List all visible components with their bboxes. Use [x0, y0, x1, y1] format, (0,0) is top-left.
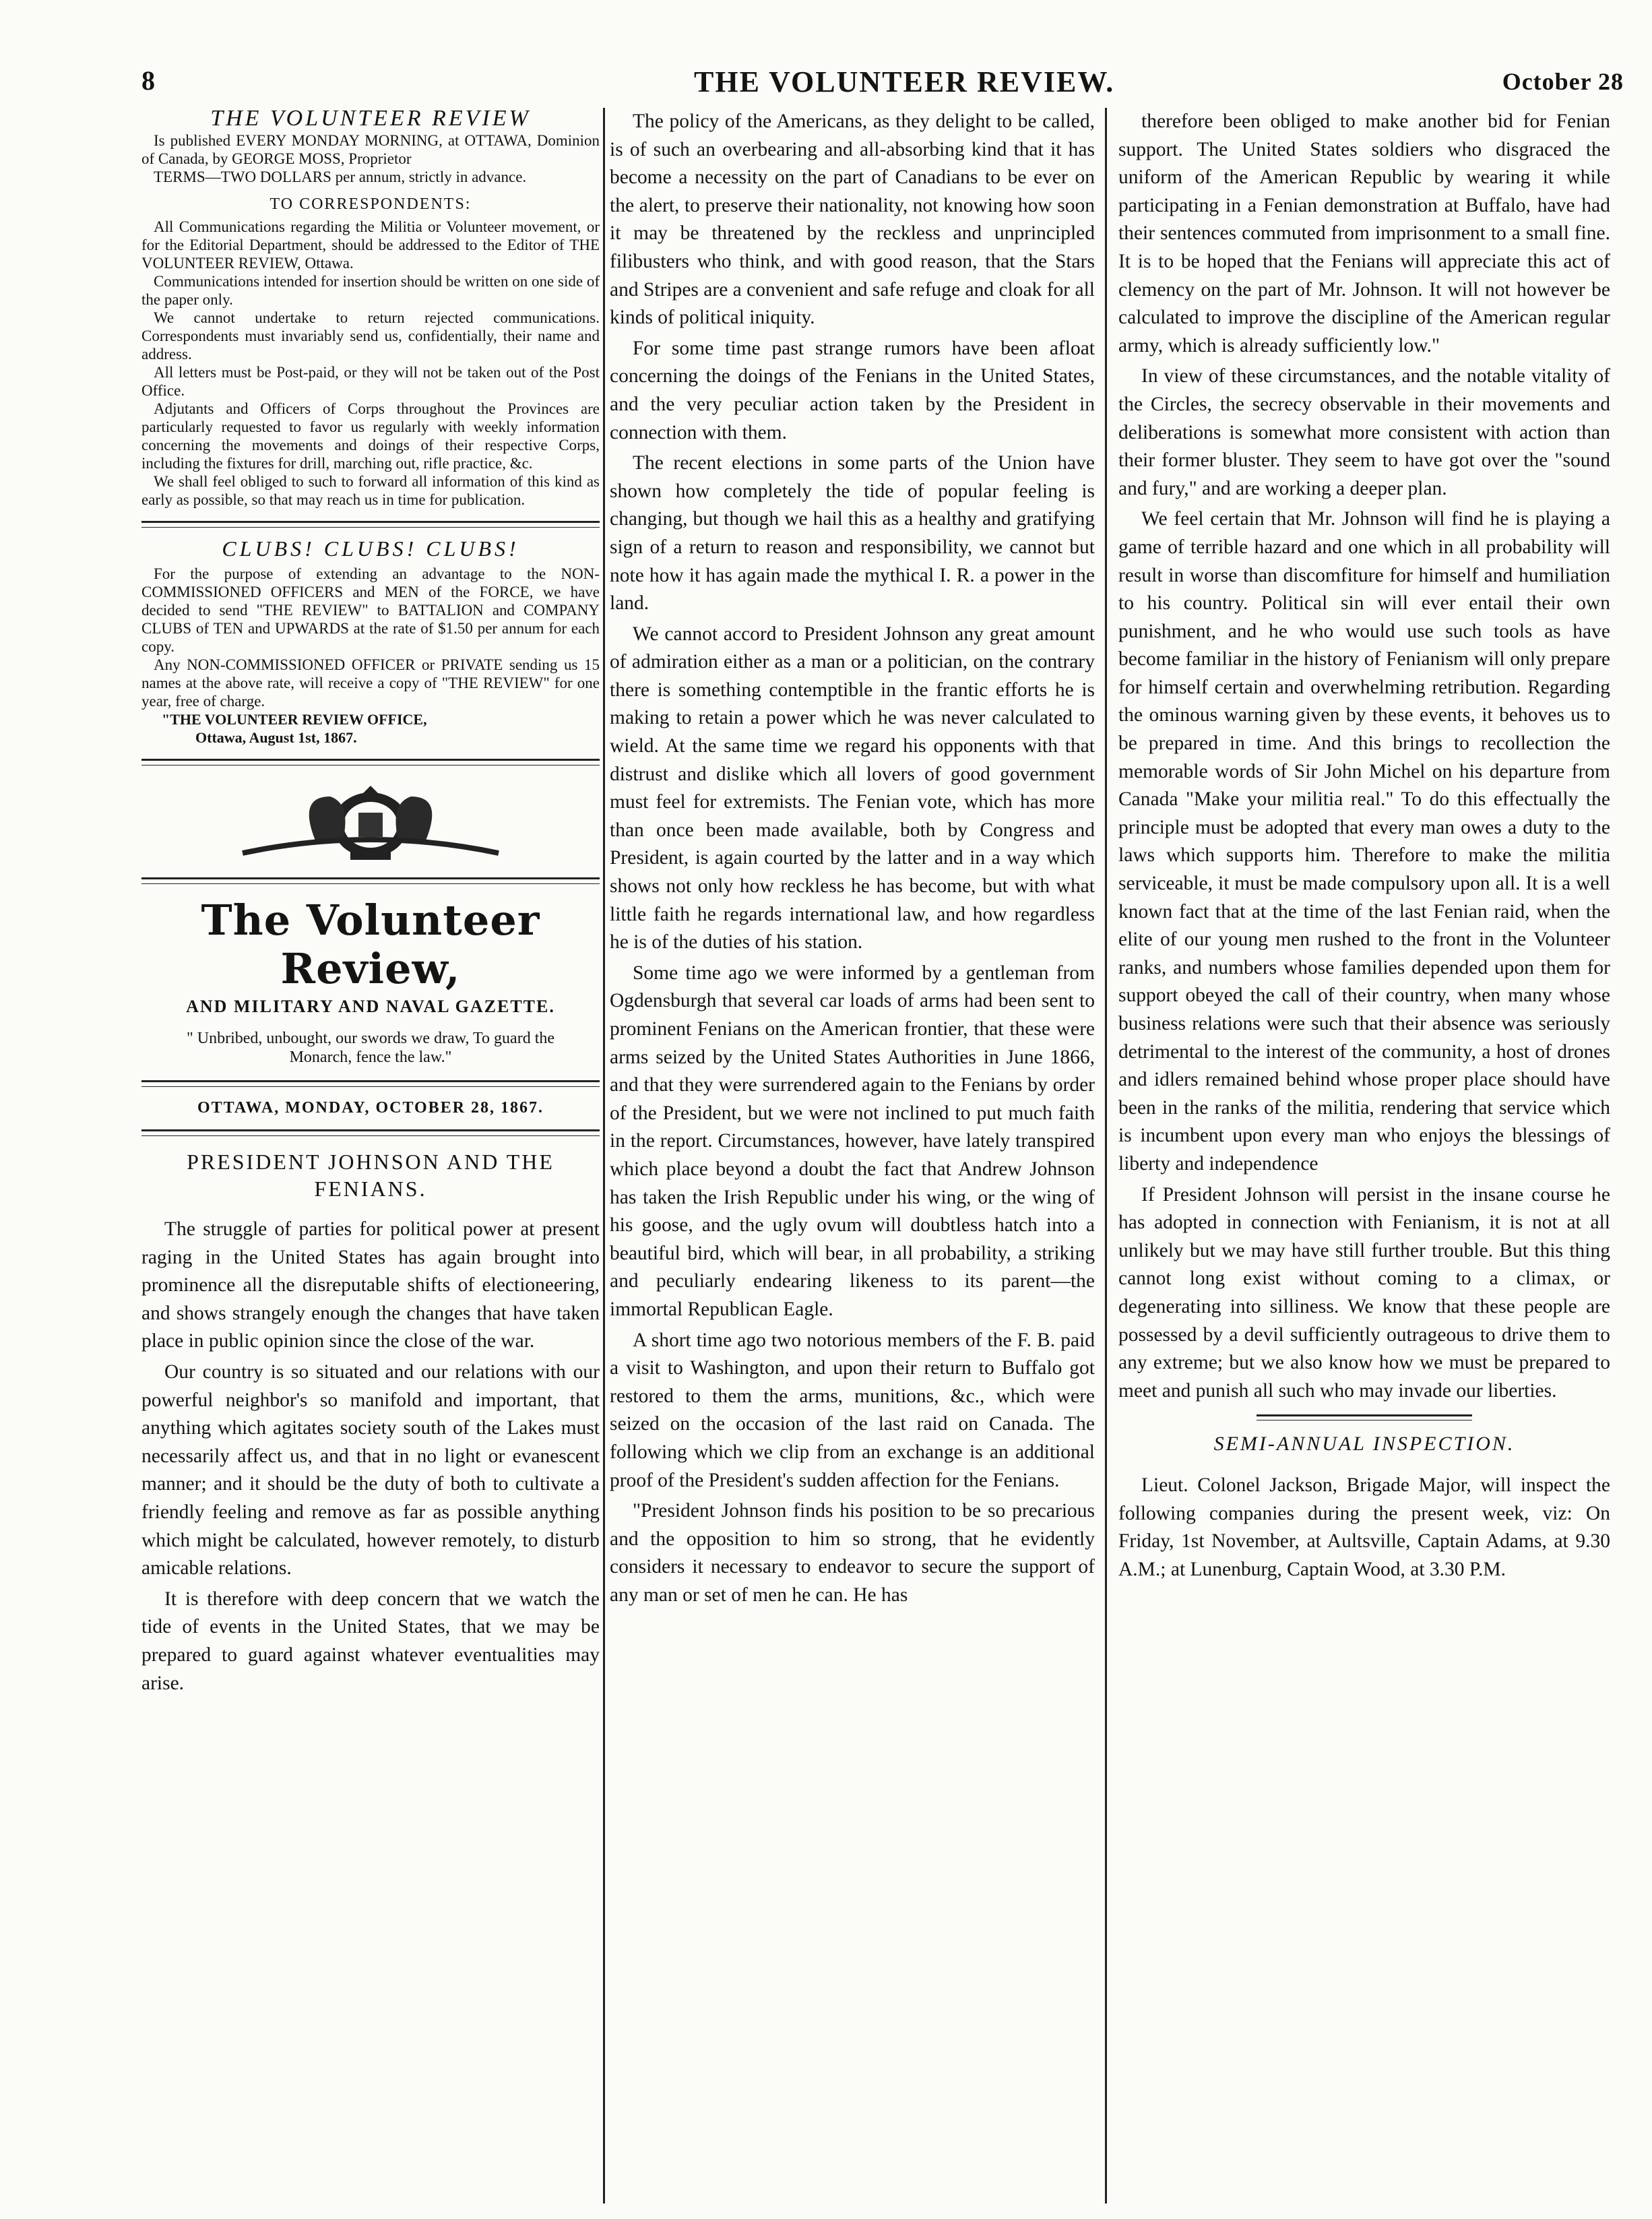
paragraph: For the purpose of extending an advantage to the NON-COMMISSIONED OFFICERS and MEN of the FORCE, we have decided to send "THE REVIEW" to BATTALION and COMPANY CLUBS of TEN and UPWARDS at the rate of $1.50 per annum for each copy.	[141, 565, 600, 655]
divider	[141, 1129, 600, 1136]
nameplate-title: The Volunteer Review,	[201, 896, 540, 993]
paragraph: Any NON-COMMISSIONED OFFICER or PRIVATE sending us 15 names at the above rate, will receive a copy of "THE REVIEW" for one year, free of charge.	[141, 656, 600, 710]
divider	[141, 759, 600, 765]
paragraph: All Communications regarding the Militia or Volunteer movement, or for the Editorial Department, should be addressed to the Editor of THE VOLUNTEER REVIEW, Ottawa.	[141, 218, 600, 272]
masthead-title: THE VOLUNTEER REVIEW	[210, 106, 531, 131]
paragraph: All letters must be Post-paid, or they will not be taken out of the Post Office.	[141, 364, 600, 399]
column-3	[1118, 108, 1610, 1586]
correspondents-heading: TO CORRESPONDENTS:	[269, 195, 472, 213]
paragraph: The policy of the Americans, as they delight to be called, is of such an overbearing and all-absorbing kind that it has become a necessity on the part of Canadians to be ever on the alert, to preserve their nationality, not knowing how soon it may be threatened by the reckless and unprincipled filibusters who think, and with good reason, that the Stars and Stripes are a convenient and safe refuge and cloak for all kinds of political iniquity.	[610, 111, 1095, 329]
dateline: OTTAWA, MONDAY, OCTOBER 28, 1867.	[197, 1099, 544, 1117]
article-body-col3	[1118, 108, 1610, 1405]
paragraph: "President Johnson finds his position to be so precarious and the opposition to him so strong, that he evidently considers it necessary to endeavor to secure the support of any man or set of men he can. He has	[610, 1500, 1095, 1606]
paragraph: The struggle of parties for political power at present raging in the United States has again brought into prominence all the disreputable shifts of electioneering, and shows strangely enough the changes that have taken place in public opinion since the close of the war.	[141, 1218, 600, 1352]
divider	[141, 1080, 600, 1087]
article-body-col2	[610, 108, 1095, 1612]
column-1	[141, 108, 600, 1700]
paragraph: If President Johnson will persist in the insane course he has adopted in connection with Fenianism, it is not at all unlikely but we may have still further trouble. But this thing cannot long exist without coming to a climax, or degenerating into silliness. We know that these people are possessed by a devil sufficiently outrageous to drive them to any extreme; but we also know how we must be prepared to meet and punish all such who may invade our liberties.	[1118, 1183, 1610, 1402]
paragraph: For some time past strange rumors have been afloat concerning the doings of the Fenians in the United States, and the very peculiar action taken by the President in connection with them.	[610, 337, 1095, 443]
divider	[1257, 1414, 1472, 1420]
divider	[141, 877, 600, 884]
motto: " Unbribed, unbought, our swords we draw, To guard the Monarch, fence the law."	[186, 1030, 555, 1066]
paragraph: Adjutants and Officers of Corps throughout the Provinces are particularly requested to favor us regularly with weekly information concerning the movements and doings of their respective Corps, including the fixtures for drill, marching out, rifle practice, &c.	[141, 400, 600, 472]
paragraph: Communications intended for insertion should be written on one side of the paper only.	[141, 273, 600, 308]
paragraph: A short time ago two notorious members of the F. B. paid a visit to Washington, and upon their return to Buffalo got restored to them the arms, munitions, &c., which were seized on the occasion of the last raid on Canada. The following which we clip from an exchange is an additional proof of the President's sudden affection for the Fenians.	[610, 1329, 1095, 1491]
page-header	[141, 65, 1624, 105]
article-headline: PRESIDENT JOHNSON AND THE FENIANS.	[187, 1150, 554, 1201]
article-body-col1	[141, 1216, 600, 1697]
paragraph: therefore been obliged to make another bid for Fenian support. The United States soldiers who disgraced the uniform of the American Republic by wearing it while participating in a Fenian demonstration at Buffalo, have had their sentences commuted from imprisonment to a small fine. It is to be hoped that the Fenians will appreciate this act of clemency on the part of Mr. Johnson. It will not however be calculated to improve the discipline of the American regular army, which is already sufficiently low."	[1118, 111, 1610, 356]
paragraph: We shall feel obliged to such to forward all information of this kind as early as possible, so that may reach us in time for publication.	[141, 473, 600, 508]
clubs-notice	[141, 565, 600, 710]
paragraph: We cannot undertake to return rejected communications. Correspondents must invariably send us, confidentially, their name and address.	[141, 309, 600, 363]
paragraph: Our country is so situated and our relations with our powerful neighbor's so manifold and important, that anything which agitates society south of the Lakes must necessarily affect us, and that in no light or evanescent manner; and it should be the duty of both to cultivate a friendly feeling and remove as far as possible anything which might be calculated, however remotely, to disturb amicable relations.	[141, 1361, 600, 1580]
inspection-body: Lieut. Colonel Jackson, Brigade Major, will inspect the following companies during the present week, viz: On Friday, 1st November, at Aultsville, Captain Adams, at 9.30 A.M.; at Lunenburg, Captain Wood, at 3.30 P.M.	[1118, 1474, 1610, 1580]
royal-arms-crest-icon	[216, 783, 526, 864]
page-number: 8	[141, 65, 155, 96]
office-signature: "THE VOLUNTEER REVIEW OFFICE, Ottawa, August 1st, 1867.	[162, 711, 427, 746]
paragraph: The recent elections in some parts of the Union have shown how completely the tide of popular feeling is changing, but though we hail this as a healthy and gratifying sign of a return to reason and responsibility, we cannot but note how it has again made the mythical I. R. a power in the land.	[610, 452, 1095, 615]
running-title: THE VOLUNTEER REVIEW.	[694, 65, 1115, 98]
subscription-terms: TERMS—TWO DOLLARS per annum, strictly in advance.	[154, 168, 527, 185]
paragraph: It is therefore with deep concern that we watch the tide of events in the United States, that we may be prepared to guard against whatever eventualities may arise.	[141, 1588, 600, 1694]
issue-date: October 28	[1502, 68, 1624, 95]
paragraph: We feel certain that Mr. Johnson will find he is playing a game of terrible hazard and one which in all probability will result in worse than discomfiture for himself and humiliation to his country. Political sin will ever entail their own punishment, and he who would use such tools as have become familiar in the history of Fenianism will only prepare for himself certain and overwhelming retribution. Regarding the ominous warning given by these events, it behoves us to be prepared in time. And this brings to recollection the memorable words of Sir John Michel on his departure from Canada "Make your militia real." To do this effectually the principle must be adopted that every man owes a duty to the laws which supports him. Therefore to make the militia serviceable, it must be made compulsory upon all. It is a well known fact that at the time of the last Fenian raid, when the elite of our young men rushed to the front in the Volunteer ranks, and numbers whose families depended upon them for support obeyed the call of their country, when many whose business relations were such that their absence was seriously detrimental to the interest of the community, a host of drones and idlers remained behind whose proper place should have been in the ranks of the militia, rendering that service which is incumbent upon every man who enjoys the blessings of liberty and independence	[1118, 508, 1610, 1175]
paragraph: We cannot accord to President Johnson any great amount of admiration either as a man or a politician, on the contrary there is something contemptible in the frantic efforts he is making to retain a power which he was never calculated to wield. At the same time we regard his opponents with that distrust and dislike which all lovers of good government must feel for extremists. The Fenian vote, which has more than once been made available, both by Congress and President, is again courted by the latter and in a way which shows not only how reckless he has become, but with what little faith he regards international law, and how regardless he is of the duties of his station.	[610, 623, 1095, 954]
correspondents-notice	[141, 218, 600, 509]
paragraph: In view of these circumstances, and the notable vitality of the Circles, the secrecy observable in their movements and deliberations is somewhat more consistent with action than their former bluster. They seem to have got over the "sound and fury," and are working a deeper plan.	[1118, 365, 1610, 499]
column-rule	[603, 108, 605, 2204]
paragraph: Some time ago we were informed by a gentleman from Ogdensburgh that several car loads of arms had been sent to prominent Fenians on the American frontier, that these were arms seized by the United States Authorities in June 1866, and that they were surrendered again to the Fenians by order of the President, but we were not inclined to put much faith in the report. Circumstances, however, have lately transpired which place beyond a doubt the fact that Andrew Johnson has taken the Irish Republic under his wing, or the wing of his goose, and the ugly ovum will doubtless hatch into a beautiful bird, which will bear, in all probability, a striking and peculiarly endearing likeness to its parent—the immortal Republican Eagle.	[610, 962, 1095, 1320]
clubs-heading: CLUBS! CLUBS! CLUBS!	[222, 536, 519, 561]
inspection-headline: SEMI-ANNUAL INSPECTION.	[1213, 1433, 1515, 1456]
nameplate-subtitle: AND MILITARY AND NAVAL GAZETTE.	[186, 997, 555, 1016]
divider	[141, 521, 600, 528]
publication-notice: Is published EVERY MONDAY MORNING, at OTTAWA, Dominion of Canada, by GEORGE MOSS, Proprietor	[141, 132, 600, 167]
column-rule	[1105, 108, 1107, 2204]
